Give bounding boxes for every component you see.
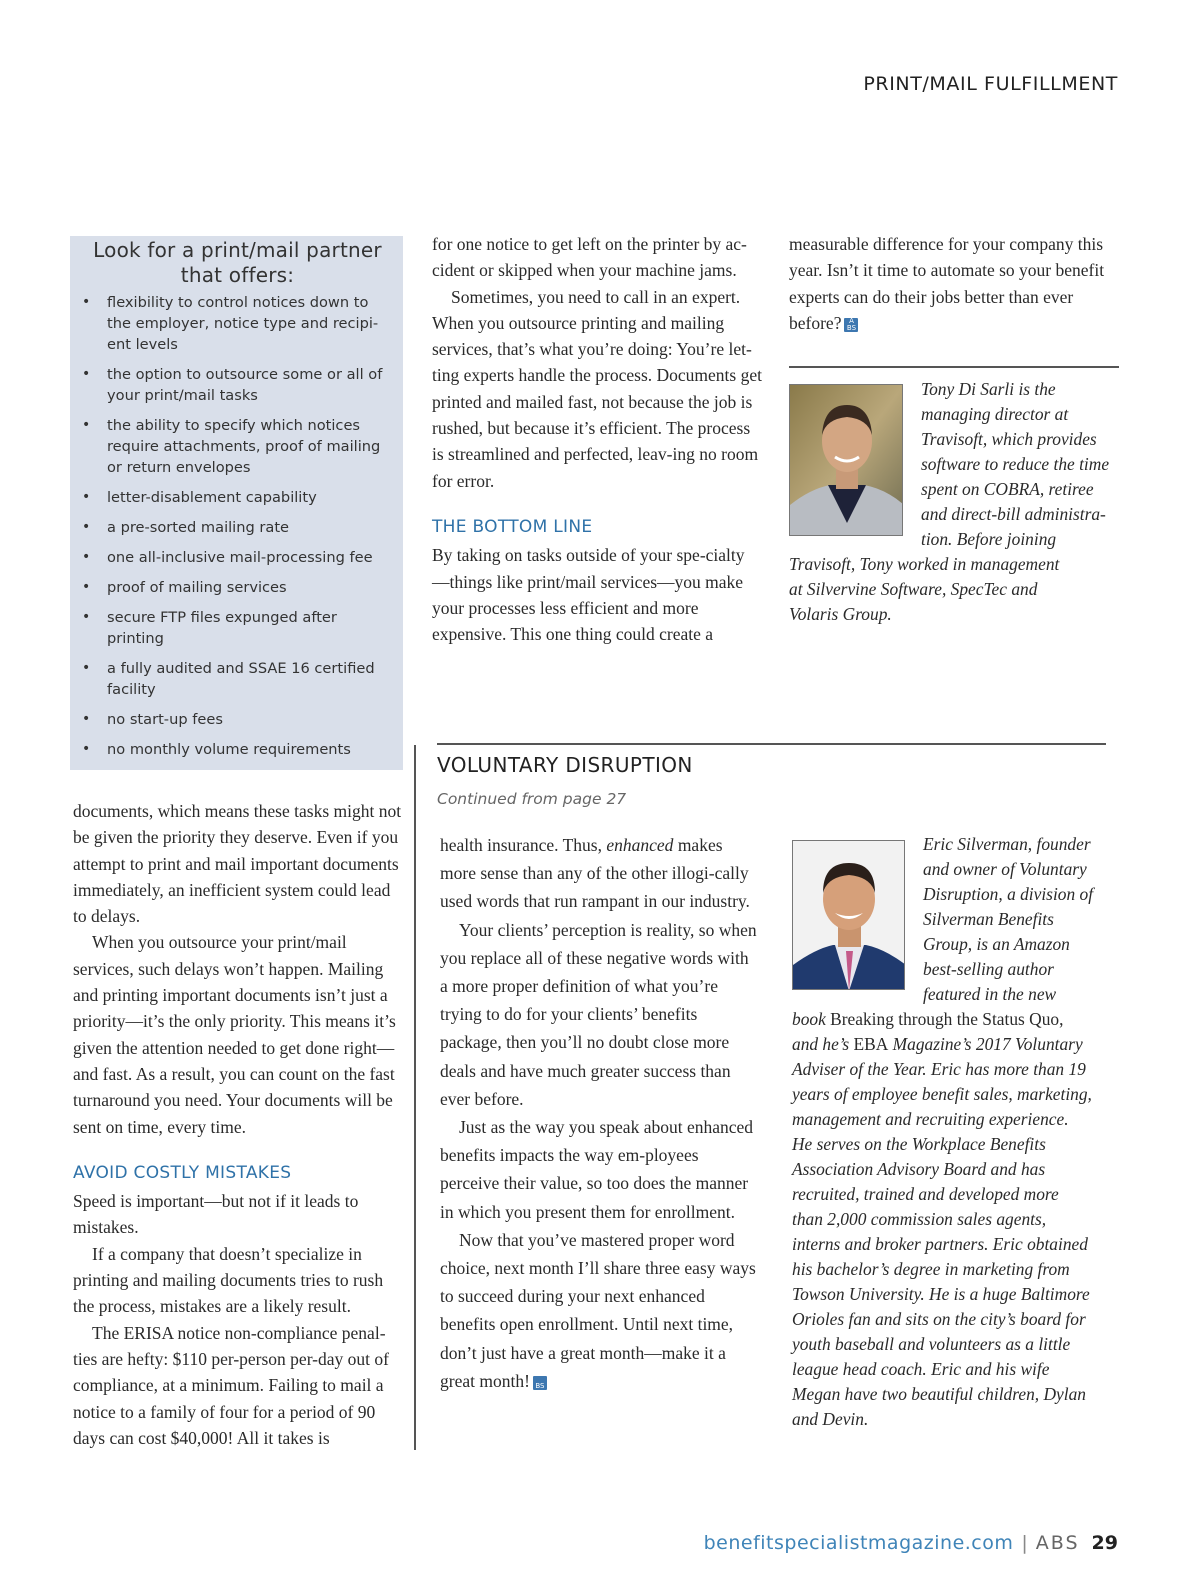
- page-number: 29: [1091, 1532, 1118, 1554]
- book-title: Breaking through the Status Quo,: [830, 1009, 1064, 1029]
- paragraph: for one notice to get left on the printer by ac-cident or skipped when your machine jams.: [432, 234, 747, 281]
- page-footer: [704, 1532, 1118, 1554]
- list-item: • a fully audited and SSAE 16 certified facility: [82, 660, 375, 698]
- author-bio-tony-side: Tony Di Sarli is the managing director at Travisoft, which provides software to reduce the time spent on COBRA, retiree and direct-bill administra- tion. Before joining: [921, 379, 1110, 549]
- list-item: • the option to outsource some or all of your print/mail tasks: [82, 366, 383, 404]
- list-item: • letter-disablement capability: [82, 489, 317, 506]
- partner-checklist-box: [70, 236, 403, 770]
- list-item: • proof of mailing services: [82, 579, 287, 596]
- paragraph: Your clients’ perception is reality, so when you replace all of these negative words with a more proper definition of what you’re trying to do for your clients’ benefits package, then you’ll no doubt close more deals and have much greater success than ever before.: [440, 919, 757, 1109]
- paragraph: If a company that doesn’t specialize in printing and mailing documents tries to rush the process, mistakes are a likely result.: [73, 1243, 384, 1317]
- list-item: • a pre-sorted mailing rate: [82, 519, 290, 536]
- paragraph: health insurance. Thus, enhanced makes more sense than any of the other illogi-cally used words that run rampant in our industry.: [440, 835, 750, 912]
- author-divider: [789, 366, 1119, 368]
- list-item: • no monthly volume requirements: [82, 741, 351, 758]
- author-bio-tony-full: Travisoft, Tony worked in management at Silvervine Software, SpecTec and Volaris Group.: [789, 554, 1060, 624]
- website-link[interactable]: benefitspecialistmagazine.com: [703, 1532, 1014, 1554]
- section-heading: THE BOTTOM LINE: [432, 516, 593, 537]
- paragraph: Now that you’ve mastered proper word choice, next month I’ll share three easy ways to succeed during your next enhanced benefits open enrollment. Until next time, don’t just have a great month—make it a great month! A BS: [440, 1229, 756, 1391]
- continuation-body: [440, 831, 760, 1395]
- list-item: • no start-up fees: [82, 711, 223, 728]
- section-label: PRINT/MAIL FULFILLMENT: [863, 73, 1118, 95]
- continuation-title: VOLUNTARY DISRUPTION: [437, 753, 693, 777]
- author-bio-eric-side: Eric Silverman, founder and owner of Voluntary Disruption, a division of Silverman Benefits Group, is an Amazon best-selling author featured in the new: [923, 834, 1094, 1004]
- paragraph: Just as the way you speak about enhanced benefits impacts the way em-ployees perceive their value, so too does the manner in which you present them for enrollment.: [440, 1117, 754, 1222]
- continuation-subtitle: Continued from page 27: [437, 790, 627, 808]
- footer-separator: |: [1021, 1532, 1028, 1554]
- paragraph: When you outsource your print/mail services, such delays won’t happen. Mailing and printing important documents isn’t just a priority—it’s the only priority. This means it’s given the attention needed to get done right—and fast. As a result, you can count on the fast turnaround you need. Your documents will be sent on time, every time.: [73, 932, 396, 1137]
- list-item: • the ability to specify which notices require attachments, proof of mailing or return envelopes: [82, 417, 381, 476]
- paragraph: The ERISA notice non-compliance penal-ties are hefty: $110 per-person per-day out of compliance, at a minimum. Failing to mail a notice to a family of four for a period of 90 days can cost $40,000! All it takes is: [73, 1322, 389, 1448]
- author-photo-eric: [792, 840, 905, 990]
- article-column-2: [432, 231, 762, 647]
- checklist-title: Look for a print/mail partner that offers:: [93, 238, 382, 287]
- column-divider: [414, 745, 416, 1450]
- list-item: • one all-inclusive mail-processing fee: [82, 549, 373, 566]
- paragraph: documents, which means these tasks might not be given the priority they deserve. Even if you attempt to print and mail important documents immediately, an inefficient system could lead to delays.: [73, 801, 402, 927]
- paragraph: Sometimes, you need to call in an expert. When you outsource printing and mailing services, that’s what you’re doing: You’re let-ting experts handle the process. Documents get printed and mailed fast, not because the job is rushed, but because it’s efficient. The process is streamlined and perfected, leav-ing no room for error.: [432, 286, 762, 491]
- section-heading: AVOID COSTLY MISTAKES: [73, 1162, 292, 1183]
- magazine-name: ABS: [1035, 1532, 1080, 1554]
- paragraph: measurable difference for your company this year. Isn’t it time to automate so your benefit experts can do their jobs better than ever before? A BS: [789, 234, 1105, 333]
- list-item: • flexibility to control notices down to the employer, notice type and recipi-ent levels: [82, 294, 379, 353]
- abs-end-mark-icon: A BS: [533, 1376, 547, 1390]
- list-item: • secure FTP files expunged after printing: [82, 609, 337, 647]
- continuation-rule: [437, 743, 1106, 745]
- author-bio-eric-full: book Breaking through the Status Quo, and he’s EBA Magazine’s 2017 Voluntary Adviser of the Year. Eric has more than 19 years of employee benefit sales, marketing, management and recruiting experience. He serves on the Workplace Benefits Association Advisory Board and has recruited, trained and developed more than 2,000 commission sales agents, interns and broker partners. Eric obtained his bachelor’s degree in marketing from Towson University. He is a huge Baltimore Orioles fan and sits on the city’s board for youth baseball and volunteers as a little league head coach. Eric and his wife Megan have two beautiful children, Dylan and Devin.: [792, 1009, 1092, 1429]
- article-column-3: [789, 231, 1119, 336]
- paragraph: Speed is important—but not if it leads to mistakes.: [73, 1191, 359, 1238]
- abs-end-mark-icon: A BS: [844, 318, 858, 332]
- article-column-1: [73, 798, 403, 1451]
- paragraph: By taking on tasks outside of your spe-cialty—things like print/mail services—you make your processes less efficient and more expensive. This one thing could create a: [432, 545, 745, 645]
- checklist: [80, 292, 395, 760]
- author-photo-tony: [789, 384, 903, 536]
